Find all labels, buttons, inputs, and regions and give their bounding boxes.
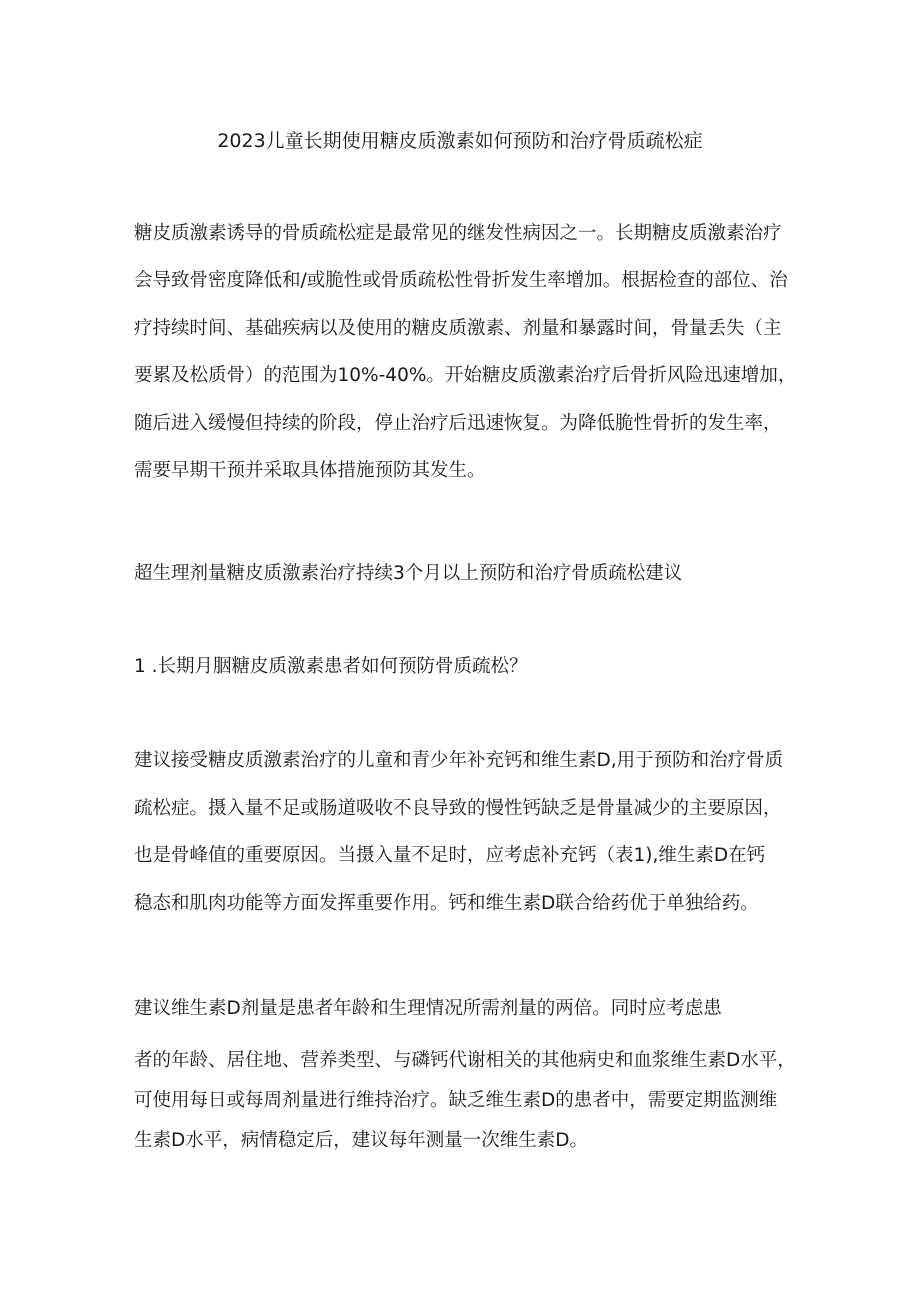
vitd-line-1: 建议维生素D剂量是患者年龄和生理情况所需剂量的两倍。同时应考虑患 (134, 998, 722, 1019)
question-heading: 1 .长期月胭糖皮质激素患者如何预防骨质疏松？ (134, 656, 528, 677)
intro-line-5: 随后进入缓慢但持续的阶段，停止治疗后迅速恢复。为降低脆性骨折的发生率， (134, 413, 782, 434)
intro-line-2: 会导致骨密度降低和/或脆性或骨质疏松性骨折发生率增加。根据检查的部位、治 (134, 270, 788, 291)
intro-line-6: 需要早期干预并采取具体措施预防其发生。 (134, 460, 486, 481)
section-heading: 超生理剂量糖皮质激素治疗持续3个月以上预防和治疗骨质疏松建议 (134, 563, 683, 584)
vitd-line-2: 者的年龄、居住地、营养类型、与磷钙代谢相关的其他病史和血浆维生素D水平， (134, 1050, 796, 1071)
intro-line-4: 要累及松质骨）的范围为10%-40%。开始糖皮质激素治疗后骨折风险迅速增加， (134, 365, 797, 386)
intro-line-1: 糖皮质激素诱导的骨质疏松症是最常见的继发性病因之一。长期糖皮质激素治疗 (134, 223, 782, 244)
calcium-line-4: 稳态和肌肉功能等方面发挥重要作用。钙和维生素D联合给药优于单独给药。 (134, 893, 759, 914)
calcium-line-1: 建议接受糖皮质激素治疗的儿童和青少年补充钙和维生素D,用于预防和治疗骨质 (134, 750, 784, 771)
calcium-line-2: 疏松症。摄入量不足或肠道吸收不良导致的慢性钙缺乏是骨量减少的主要原因， (134, 798, 782, 819)
vitd-line-4: 生素D水平，病情稳定后，建议每年测量一次维生素D。 (134, 1130, 588, 1151)
intro-line-3: 疗持续时间、基础疾病以及使用的糖皮质激素、剂量和暴露时间，骨量丢失（主 (134, 318, 782, 339)
vitd-line-3: 可使用每日或每周剂量进行维持治疗。缺乏维生素D的患者中，需要定期监测维 (134, 1090, 778, 1111)
calcium-line-3: 也是骨峰值的重要原因。当摄入量不足时，应考虑补充钙（表1),维生素D在钙 (134, 845, 766, 866)
document-title: 2023儿童长期使用糖皮质激素如何预防和治疗骨质疏松症 (217, 130, 703, 152)
